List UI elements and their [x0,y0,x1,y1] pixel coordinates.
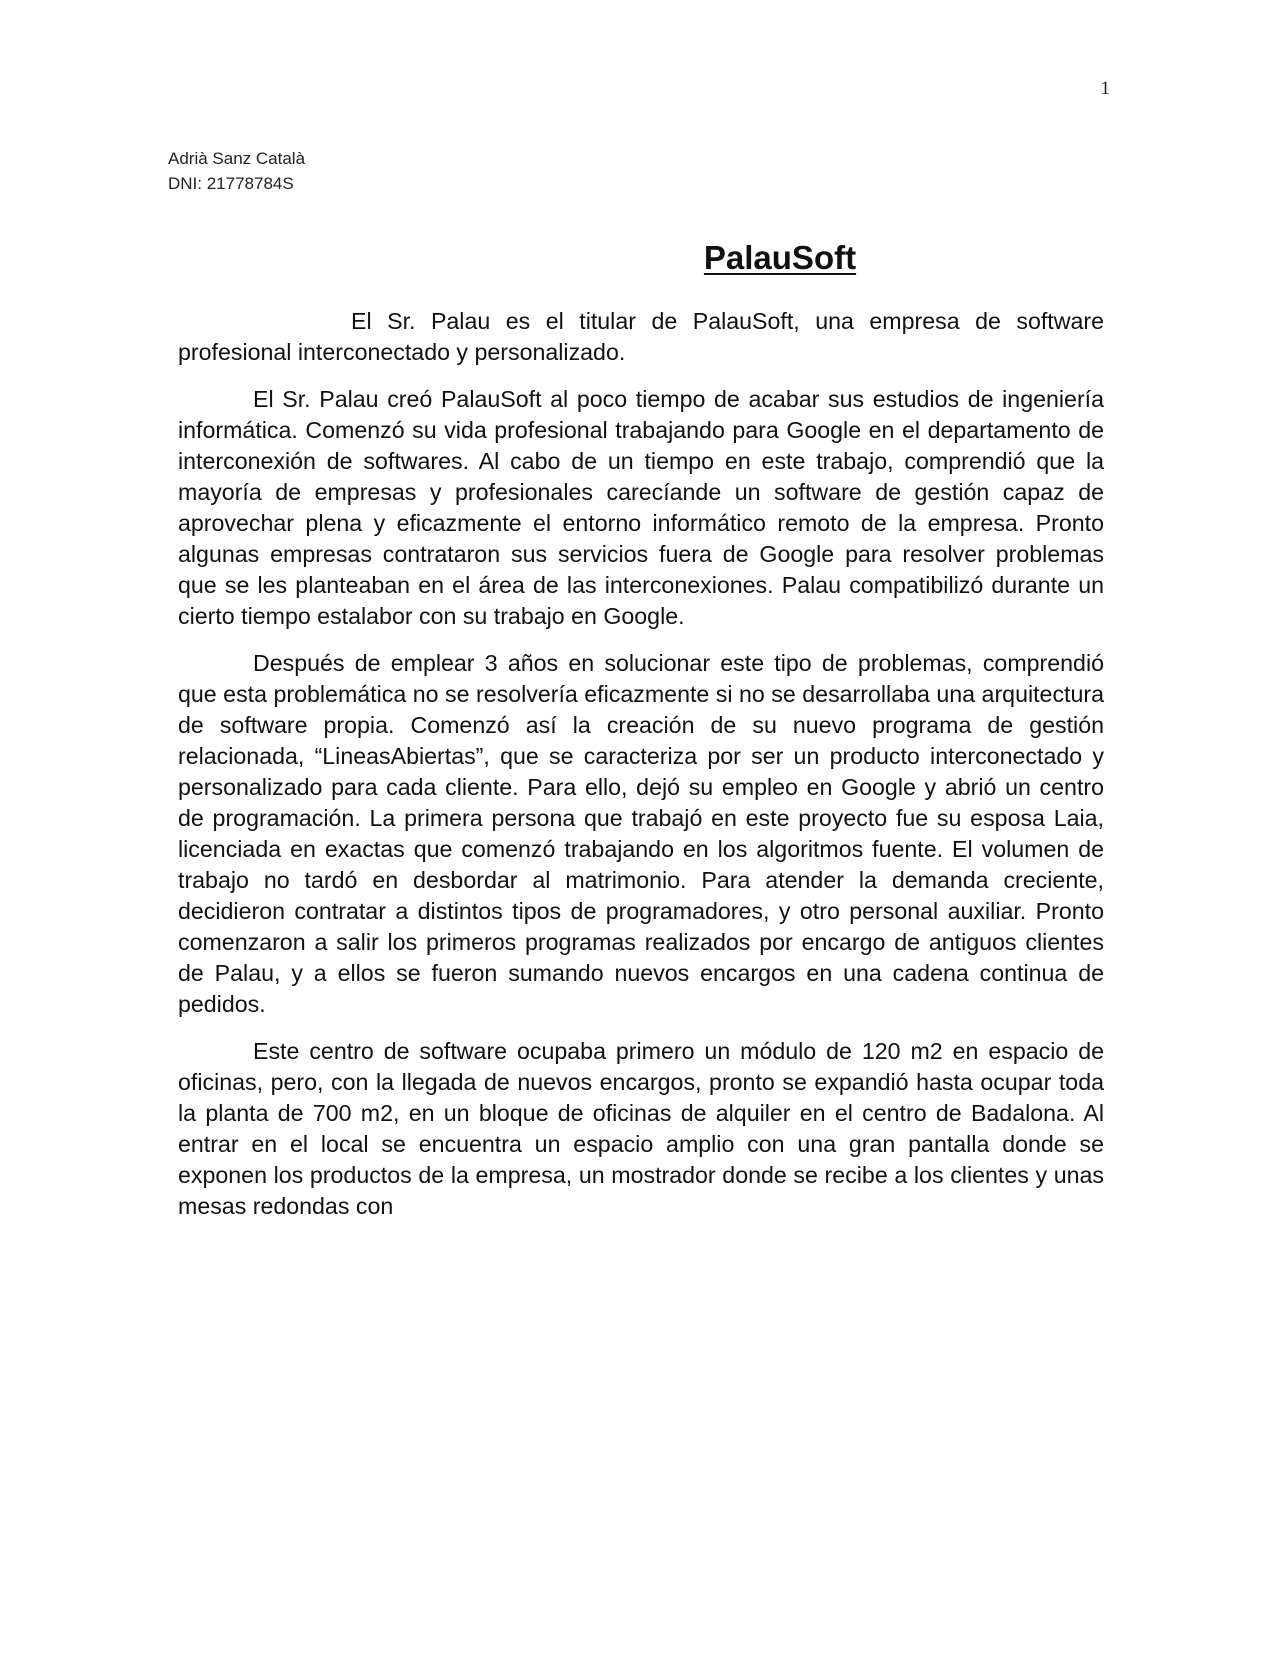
paragraph-1: El Sr. Palau es el titular de PalauSoft, una empresa de software profesional interconectado y personalizado. [178,308,1104,365]
paragraph-4: Este centro de software ocupaba primero un módulo de 120 m2 en espacio de oficinas, pero, con la llegada de nuevos encargos, pronto se expandió hasta ocupar toda la planta de 700 m2, en un bloque de oficinas de alquiler en el centro de Badalona. Al entrar en el local se encuentra un espacio amplio con una gran pantalla donde se exponen los productos de la empresa, un mostrador donde se recibe a los clientes y unas mesas redondas con [178,1038,1104,1219]
author-name: Adrià Sanz Català [168,149,306,168]
document-title: PalauSoft [703,239,857,276]
paragraph-3: Después de emplear 3 años en solucionar este tipo de problemas, comprendió que esta problemática no se resolvería eficazmente si no se desarrollaba una arquitectura de software propia. Comenzó así la creación de su nuevo programa de gestión relacionada, “LineasAbiertas”, que se caracteriza por ser un producto interconectado y personalizado para cada cliente. Para ello, dejó su empleo en Google y abrió un centro de programación. La primera persona que trabajó en este proyecto fue su esposa Laia, licenciada en exactas que comenzó trabajando en los algoritmos fuente. El volumen de trabajo no tardó en desbordar al matrimonio. Para atender la demanda creciente, decidieron contratar a distintos tipos de programadores, y otro personal auxiliar. Pronto comenzaron a salir los primeros programas realizados por encargo de antiguos clientes de Palau, y a ellos se fueron sumando nuevos encargos en una cadena continua de pedidos. [178,650,1104,1017]
document-body [178,306,1104,1238]
author-block [168,146,305,196]
author-dni: DNI: 21778784S [168,174,294,193]
paragraph-2: El Sr. Palau creó PalauSoft al poco tiempo de acabar sus estudios de ingeniería informática. Comenzó su vida profesional trabajando para Google en el departamento de interconexión de softwares. Al cabo de un tiempo en este trabajo, comprendió que la mayoría de empresas y profesionales carecíande un software de gestión capaz de aprovechar plena y eficazmente el entorno informático remoto de la empresa. Pronto algunas empresas contrataron sus servicios fuera de Google para resolver problemas que se les planteaban en el área de las interconexiones. Palau compatibilizó durante un cierto tiempo estalabor con su trabajo en Google. [178,386,1104,629]
page-number: 1 [1100,78,1110,99]
